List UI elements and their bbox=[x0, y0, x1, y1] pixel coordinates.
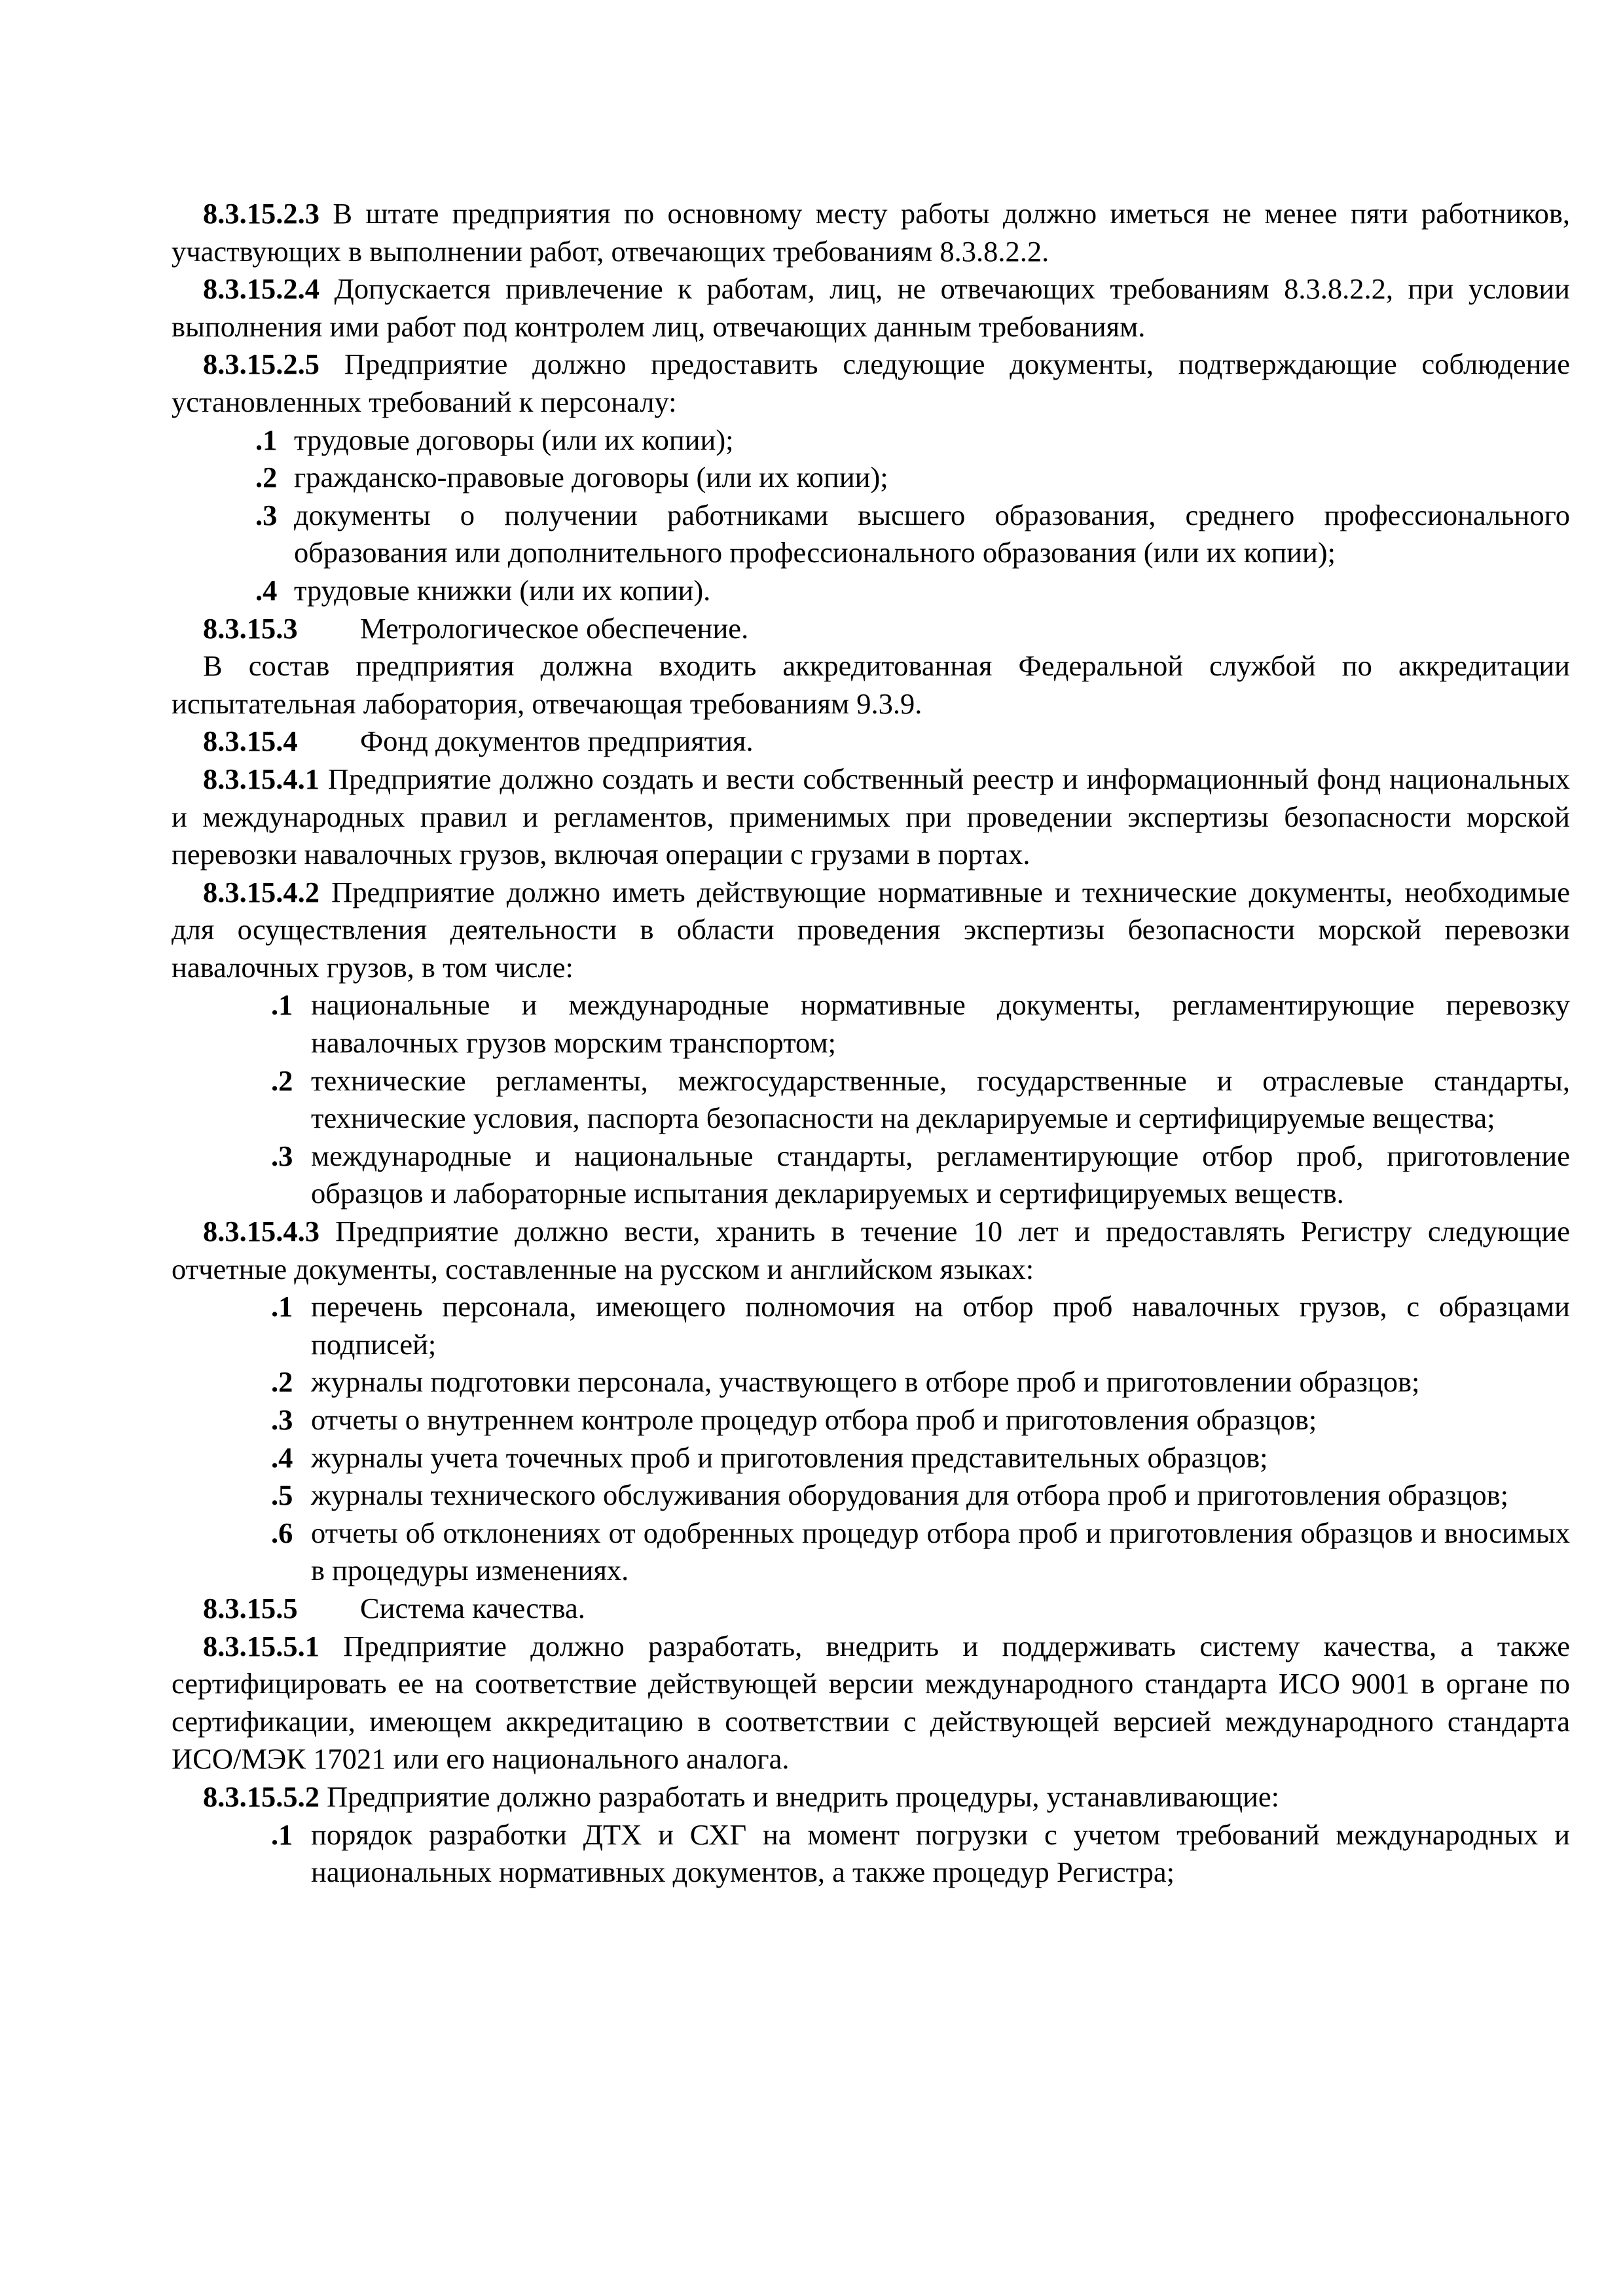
list-item-number: .6 bbox=[271, 1516, 293, 1549]
paragraph-8-3-15-5-2 bbox=[172, 1778, 1570, 1816]
list-item-number: .5 bbox=[271, 1479, 293, 1512]
clause-number: 8.3.15.4.2 bbox=[203, 875, 319, 908]
list-item-number: .2 bbox=[255, 461, 278, 494]
paragraph-plain bbox=[172, 647, 1570, 723]
clause-text: В штате предприятия по основному месту работы должно иметься не менее пяти работников, участвующих в выполнении работ, отвечающих требованиям 8.3.8.2.2. bbox=[172, 197, 1570, 268]
list-item-number: .1 bbox=[271, 1290, 293, 1323]
clause-number: 8.3.15.4.1 bbox=[203, 762, 319, 795]
list-item bbox=[172, 1401, 1570, 1439]
list-item-text: международные и национальные стандарты, регламентирующие отбор проб, приготовление образцов и лабораторные испытания декларируемых и сертифицируемых веществ. bbox=[311, 1139, 1570, 1210]
list-item bbox=[172, 1515, 1570, 1590]
clause-number: 8.3.15.2.4 bbox=[203, 272, 319, 306]
list-item-number: .2 bbox=[271, 1365, 293, 1399]
paragraph-8-3-15-5-1 bbox=[172, 1628, 1570, 1778]
list-item-text: трудовые книжки (или их копии). bbox=[294, 573, 711, 607]
list-item-text: журналы технического обслуживания оборудования для отбора проб и приготовления образцов; bbox=[311, 1479, 1508, 1512]
section-title: Система качества. bbox=[360, 1591, 585, 1624]
section-heading-8-3-15-3 bbox=[172, 610, 1570, 648]
list-item-number: .3 bbox=[271, 1139, 293, 1172]
clause-text: Предприятие должно вести, хранить в течение 10 лет и предоставлять Регистру следующие отчетные документы, составленные на русском и английском языках: bbox=[172, 1215, 1570, 1285]
list-item bbox=[172, 1816, 1570, 1892]
clause-text: Предприятие должно создать и вести собственный реестр и информационный фонд национальных и международных правил и регламентов, применимых при проведении экспертизы безопасности морской перевозки навалочных грузов, включая операции с грузами в портах. bbox=[172, 762, 1570, 871]
clause-number: 8.3.15.5.1 bbox=[203, 1629, 319, 1662]
list-item-number: .1 bbox=[255, 423, 278, 456]
list-item-text: технические регламенты, межгосударственные, государственные и отраслевые стандарты, технические условия, паспорта безопасности на декларируемые и сертифицируемые вещества; bbox=[311, 1064, 1570, 1135]
list-item bbox=[172, 986, 1570, 1062]
paragraph-text: В состав предприятия должна входить аккредитованная Федеральной службой по аккредитации испытательная лаборатория, отвечающая требованиям 9.3.9. bbox=[172, 649, 1570, 720]
clause-text: Предприятие должно иметь действующие нормативные и технические документы, необходимые для осуществления деятельности в области проведения экспертизы безопасности морской перевозки навалочных грузов, в том числе: bbox=[172, 875, 1570, 984]
list-item bbox=[172, 497, 1570, 572]
section-title: Метрологическое обеспечение. bbox=[360, 611, 749, 645]
list-item-number: .4 bbox=[255, 573, 278, 607]
list-item bbox=[172, 572, 1570, 610]
paragraph-8-3-15-4-1 bbox=[172, 761, 1570, 874]
list-item-number: .1 bbox=[271, 988, 293, 1022]
list-item-number: .1 bbox=[271, 1818, 293, 1851]
list-item-text: перечень персонала, имеющего полномочия на отбор проб навалочных грузов, с образцами подписей; bbox=[311, 1290, 1570, 1361]
list-item bbox=[172, 459, 1570, 497]
list-item-text: национальные и международные нормативные документы, регламентирующие перевозку навалочных грузов морским транспортом; bbox=[311, 988, 1570, 1060]
paragraph-8-3-15-2-5 bbox=[172, 346, 1570, 421]
clause-number: 8.3.15.3 bbox=[203, 611, 298, 645]
list-item bbox=[172, 1138, 1570, 1213]
document-page bbox=[172, 195, 1570, 1892]
list-item-text: документы о получении работниками высшего образования, среднего профессионального образования или дополнительного профессионального образования (или их копии); bbox=[294, 498, 1570, 569]
clause-text: Предприятие должно разработать, внедрить и поддерживать систему качества, а также сертифицировать ее на соответствие действующей версии международного стандарта ИСО 9001 в органе по сертификации, имеющем аккредитацию в соответствии с действующей версией международного стандарта ИСО/МЭК 17021 или его национального аналога. bbox=[172, 1629, 1570, 1776]
paragraph-8-3-15-4-3 bbox=[172, 1213, 1570, 1288]
list-item bbox=[172, 1288, 1570, 1363]
section-heading-8-3-15-5 bbox=[172, 1590, 1570, 1628]
clause-text: Допускается привлечение к работам, лиц, не отвечающих требованиям 8.3.8.2.2, при условии выполнения ими работ под контролем лиц, отвечающих данным требованиям. bbox=[172, 272, 1571, 343]
list-item-text: журналы учета точечных проб и приготовления представительных образцов; bbox=[311, 1441, 1268, 1474]
paragraph-8-3-15-2-4 bbox=[172, 270, 1570, 346]
list-item-text: порядок разработки ДТХ и СХГ на момент погрузки с учетом требований международных и национальных нормативных документов, а также процедур Регистра; bbox=[311, 1818, 1570, 1889]
list-item-number: .4 bbox=[271, 1441, 293, 1474]
list-item-text: отчеты об отклонениях от одобренных процедур отбора проб и приготовления образцов и вносимых в процедуры изменениях. bbox=[311, 1516, 1570, 1587]
list-item bbox=[172, 1439, 1570, 1477]
paragraph-8-3-15-2-3 bbox=[172, 195, 1570, 270]
list-item-text: отчеты о внутреннем контроле процедур отбора проб и приготовления образцов; bbox=[311, 1403, 1317, 1436]
paragraph-8-3-15-4-2 bbox=[172, 874, 1570, 987]
list-item-number: .3 bbox=[255, 498, 278, 531]
list-item-number: .2 bbox=[271, 1064, 293, 1097]
list-item bbox=[172, 422, 1570, 459]
clause-text: Предприятие должно разработать и внедрить процедуры, устанавливающие: bbox=[327, 1780, 1280, 1813]
clause-text: Предприятие должно предоставить следующие документы, подтверждающие соблюдение установленных требований к персоналу: bbox=[172, 348, 1571, 418]
section-heading-8-3-15-4 bbox=[172, 723, 1570, 761]
clause-number: 8.3.15.4 bbox=[203, 725, 298, 758]
list-item bbox=[172, 1477, 1570, 1515]
list-item bbox=[172, 1062, 1570, 1138]
list-item-text: журналы подготовки персонала, участвующего в отборе проб и приготовлении образцов; bbox=[311, 1365, 1420, 1399]
clause-number: 8.3.15.5.2 bbox=[203, 1780, 319, 1813]
clause-number: 8.3.15.2.5 bbox=[203, 348, 319, 381]
clause-number: 8.3.15.4.3 bbox=[203, 1215, 319, 1248]
list-item bbox=[172, 1363, 1570, 1401]
list-item-number: .3 bbox=[271, 1403, 293, 1436]
clause-number: 8.3.15.2.3 bbox=[203, 197, 319, 230]
list-item-text: гражданско-правовые договоры (или их копии); bbox=[294, 461, 888, 494]
section-title: Фонд документов предприятия. bbox=[360, 725, 754, 758]
list-item-text: трудовые договоры (или их копии); bbox=[294, 423, 734, 456]
clause-number: 8.3.15.5 bbox=[203, 1591, 298, 1624]
